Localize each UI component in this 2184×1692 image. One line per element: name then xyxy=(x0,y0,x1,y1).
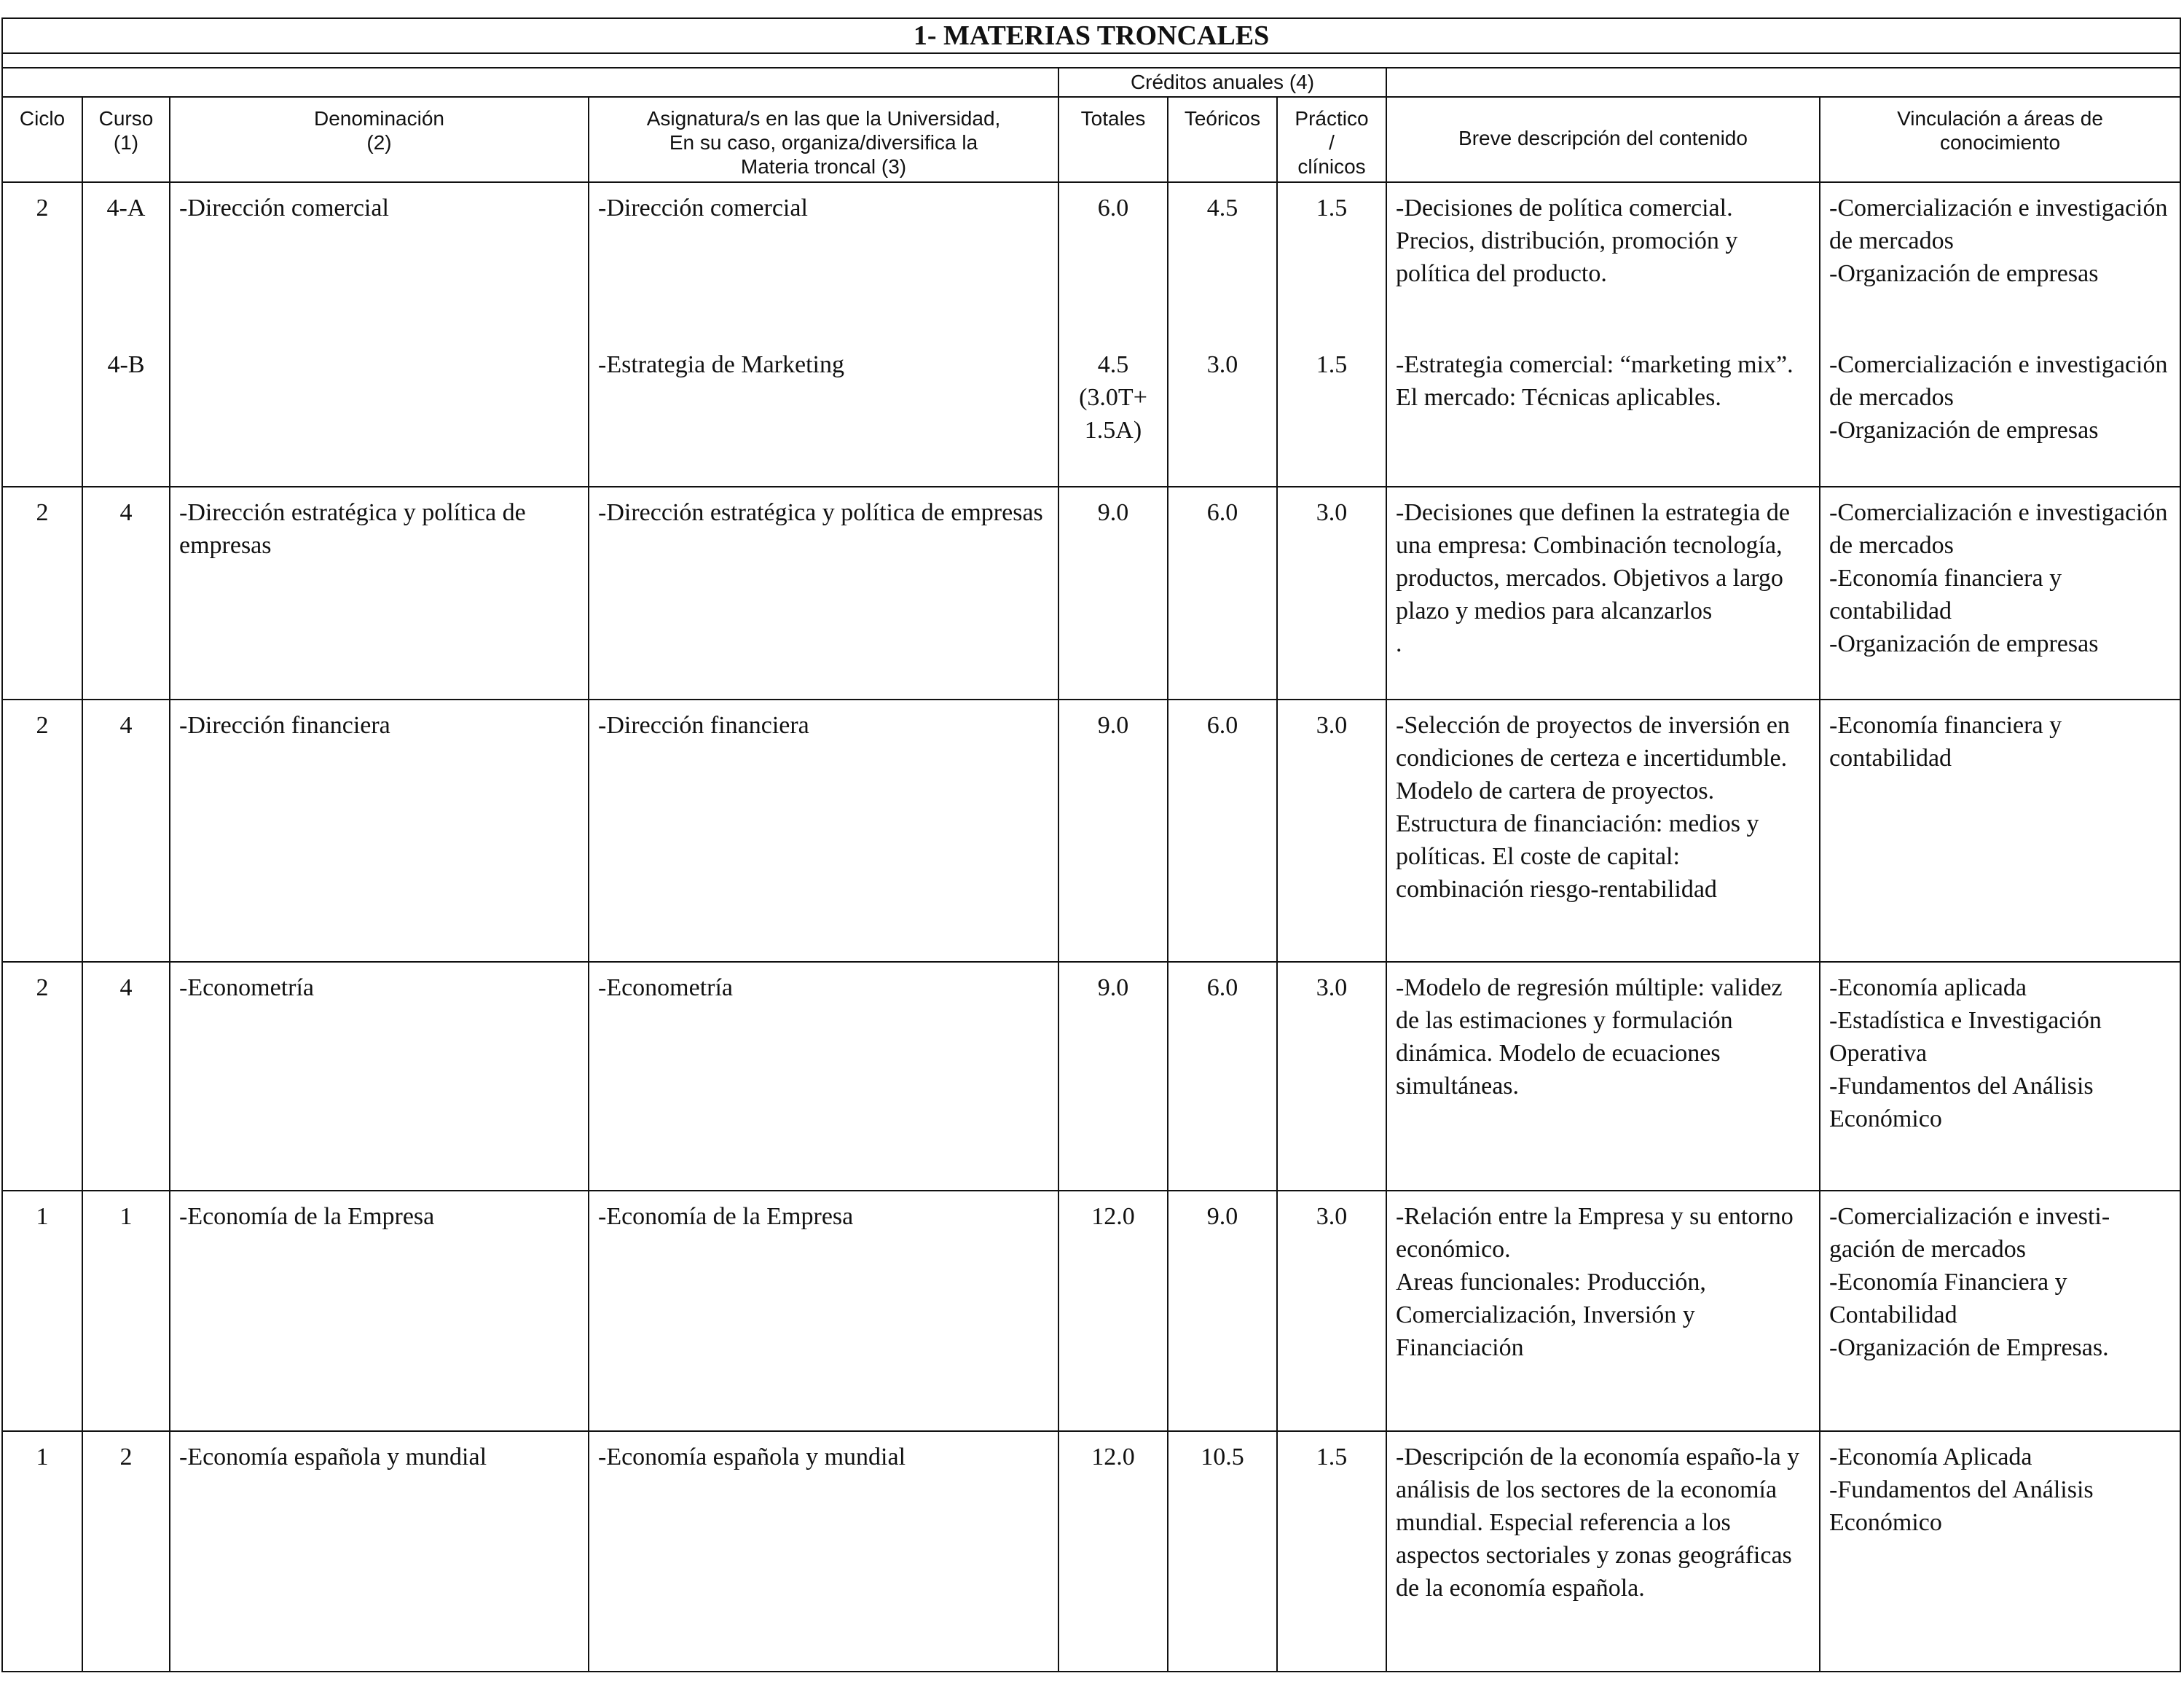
cell-denominacion: -Dirección comercial xyxy=(170,182,589,487)
cell-asignatura: -Dirección financiera xyxy=(589,700,1058,962)
cell-teoricos: 6.0 xyxy=(1168,962,1277,1191)
cell-ciclo: 2 xyxy=(2,962,82,1191)
cell-ciclo: 2 xyxy=(2,487,82,700)
cell-teoricos: 10.5 xyxy=(1168,1431,1277,1672)
cell-descripcion: -Relación entre la Empresa y su entorno económico. Areas funcionales: Producción, Comercialización, Inversión y Financiación xyxy=(1386,1191,1820,1431)
cell-practicos: 3.0 xyxy=(1277,487,1386,700)
cell-curso: 4 xyxy=(82,700,170,962)
cell-denominacion: -Economía española y mundial xyxy=(170,1431,589,1672)
cell-vinculacion: -Comercialización e investi-gación de mercados -Economía Financiera y Contabilidad -Organización de Empresas. xyxy=(1820,1191,2180,1431)
cell-teoricos: 9.0 xyxy=(1168,1191,1277,1431)
cell-descripcion: -Descripción de la economía españo-la y análisis de los sectores de la economía mundial. Especial referencia a los aspectos sectoriales y zonas geográficas de la economía española. xyxy=(1386,1431,1820,1672)
cell-ciclo: 1 xyxy=(2,1431,82,1672)
header-practicos: Práctico / clínicos xyxy=(1277,97,1386,182)
cell-totales-b: 4.5 (3.0T+ 1.5A) xyxy=(1079,351,1147,444)
cell-curso: 2 xyxy=(82,1431,170,1672)
cell-totales xyxy=(1058,182,1168,487)
header-curso: Curso (1) xyxy=(82,97,170,182)
cell-totales: 12.0 xyxy=(1058,1191,1168,1431)
cell-practicos-a: 1.5 xyxy=(1316,195,1348,222)
header-descripcion: Breve descripción del contenido xyxy=(1386,97,1820,182)
header-ciclo: Ciclo xyxy=(2,97,82,182)
cell-descripcion: -Decisiones que definen la estrategia de una empresa: Combinación tecnología, productos, mercados. Objetivos a largo plazo y medios para alcanzarlos . xyxy=(1386,487,1820,700)
cell-descripcion: -Modelo de regresión múltiple: validez de las estimaciones y formulación dinámica. Modelo de ecuaciones simultáneas. xyxy=(1386,962,1820,1191)
cell-curso: 4 xyxy=(82,962,170,1191)
table-title: 1- MATERIAS TRONCALES xyxy=(2,18,2180,53)
table-row xyxy=(2,1191,2180,1431)
cell-vinculacion xyxy=(1820,182,2180,487)
cell-descripcion xyxy=(1386,182,1820,487)
table-row xyxy=(2,1431,2180,1672)
cell-vinculacion-a: -Comercialización e investigación de mercados -Organización de empresas xyxy=(1829,195,2168,287)
cell-teoricos-b: 3.0 xyxy=(1206,351,1238,378)
cell-practicos: 3.0 xyxy=(1277,1191,1386,1431)
header-vinculacion: Vinculación a áreas de conocimiento xyxy=(1820,97,2180,182)
cell-practicos xyxy=(1277,182,1386,487)
table-row xyxy=(2,700,2180,962)
cell-vinculacion: -Comercialización e investigación de mercados -Economía financiera y contabilidad -Organización de empresas xyxy=(1820,487,2180,700)
cell-teoricos: 6.0 xyxy=(1168,700,1277,962)
cell-practicos: 3.0 xyxy=(1277,962,1386,1191)
cell-curso-a: 4-A xyxy=(106,195,146,222)
table-row xyxy=(2,962,2180,1191)
cell-curso: 1 xyxy=(82,1191,170,1431)
cell-vinculacion: -Economía Aplicada -Fundamentos del Análisis Económico xyxy=(1820,1431,2180,1672)
table-row xyxy=(2,487,2180,700)
cell-descripcion-a: -Decisiones de política comercial. Precios, distribución, promoción y política del producto. xyxy=(1396,195,1738,287)
cell-ciclo: 2 xyxy=(2,182,82,487)
credits-blank-right xyxy=(1386,68,2180,97)
cell-curso-b: 4-B xyxy=(107,351,145,378)
cell-asignatura-a: -Dirección comercial xyxy=(598,195,808,222)
header-totales: Totales xyxy=(1058,97,1168,182)
cell-teoricos xyxy=(1168,182,1277,487)
cell-denominacion: -Dirección financiera xyxy=(170,700,589,962)
cell-curso xyxy=(82,182,170,487)
cell-totales: 9.0 xyxy=(1058,700,1168,962)
document-page xyxy=(0,17,2184,1672)
cell-vinculacion: -Economía aplicada -Estadística e Investigación Operativa -Fundamentos del Análisis Económico xyxy=(1820,962,2180,1191)
header-teoricos: Teóricos xyxy=(1168,97,1277,182)
spacer-row xyxy=(2,53,2180,68)
cell-descripcion: -Selección de proyectos de inversión en condiciones de certeza e incertidumble. Modelo de cartera de proyectos. Estructura de financiación: medios y políticas. El coste de capital: combinación riesgo-rentabilidad xyxy=(1386,700,1820,962)
cell-denominacion: -Econometría xyxy=(170,962,589,1191)
header-denominacion: Denominación (2) xyxy=(170,97,589,182)
credits-header: Créditos anuales (4) xyxy=(1058,68,1386,97)
cell-vinculacion-b: -Comercialización e investigación de mercados -Organización de empresas xyxy=(1829,351,2168,444)
cell-asignatura: -Economía de la Empresa xyxy=(589,1191,1058,1431)
cell-totales: 9.0 xyxy=(1058,962,1168,1191)
cell-asignatura: -Dirección estratégica y política de empresas xyxy=(589,487,1058,700)
cell-totales: 9.0 xyxy=(1058,487,1168,700)
cell-asignatura: -Economía española y mundial xyxy=(589,1431,1058,1672)
cell-totales-a: 6.0 xyxy=(1097,195,1129,222)
cell-asignatura-b: -Estrategia de Marketing xyxy=(598,351,844,378)
cell-asignatura xyxy=(589,182,1058,487)
cell-denominacion: -Dirección estratégica y política de empresas xyxy=(170,487,589,700)
troncales-table xyxy=(1,17,2181,1672)
cell-descripcion-b: -Estrategia comercial: “marketing mix”. El mercado: Técnicas aplicables. xyxy=(1396,351,1794,411)
cell-vinculacion: -Economía financiera y contabilidad xyxy=(1820,700,2180,962)
gap xyxy=(92,224,160,283)
cell-practicos: 3.0 xyxy=(1277,700,1386,962)
cell-practicos-b: 1.5 xyxy=(1316,351,1348,378)
cell-ciclo: 1 xyxy=(2,1191,82,1431)
credits-blank-left xyxy=(2,68,1058,97)
cell-denominacion: -Economía de la Empresa xyxy=(170,1191,589,1431)
cell-ciclo: 2 xyxy=(2,700,82,962)
cell-totales: 12.0 xyxy=(1058,1431,1168,1672)
table-row xyxy=(2,182,2180,487)
cell-teoricos: 6.0 xyxy=(1168,487,1277,700)
header-asignatura: Asignatura/s en las que la Universidad, En su caso, organiza/diversifica la Materia troncal (3) xyxy=(589,97,1058,182)
cell-asignatura: -Econometría xyxy=(589,962,1058,1191)
cell-practicos: 1.5 xyxy=(1277,1431,1386,1672)
cell-curso: 4 xyxy=(82,487,170,700)
cell-teoricos-a: 4.5 xyxy=(1206,195,1238,222)
